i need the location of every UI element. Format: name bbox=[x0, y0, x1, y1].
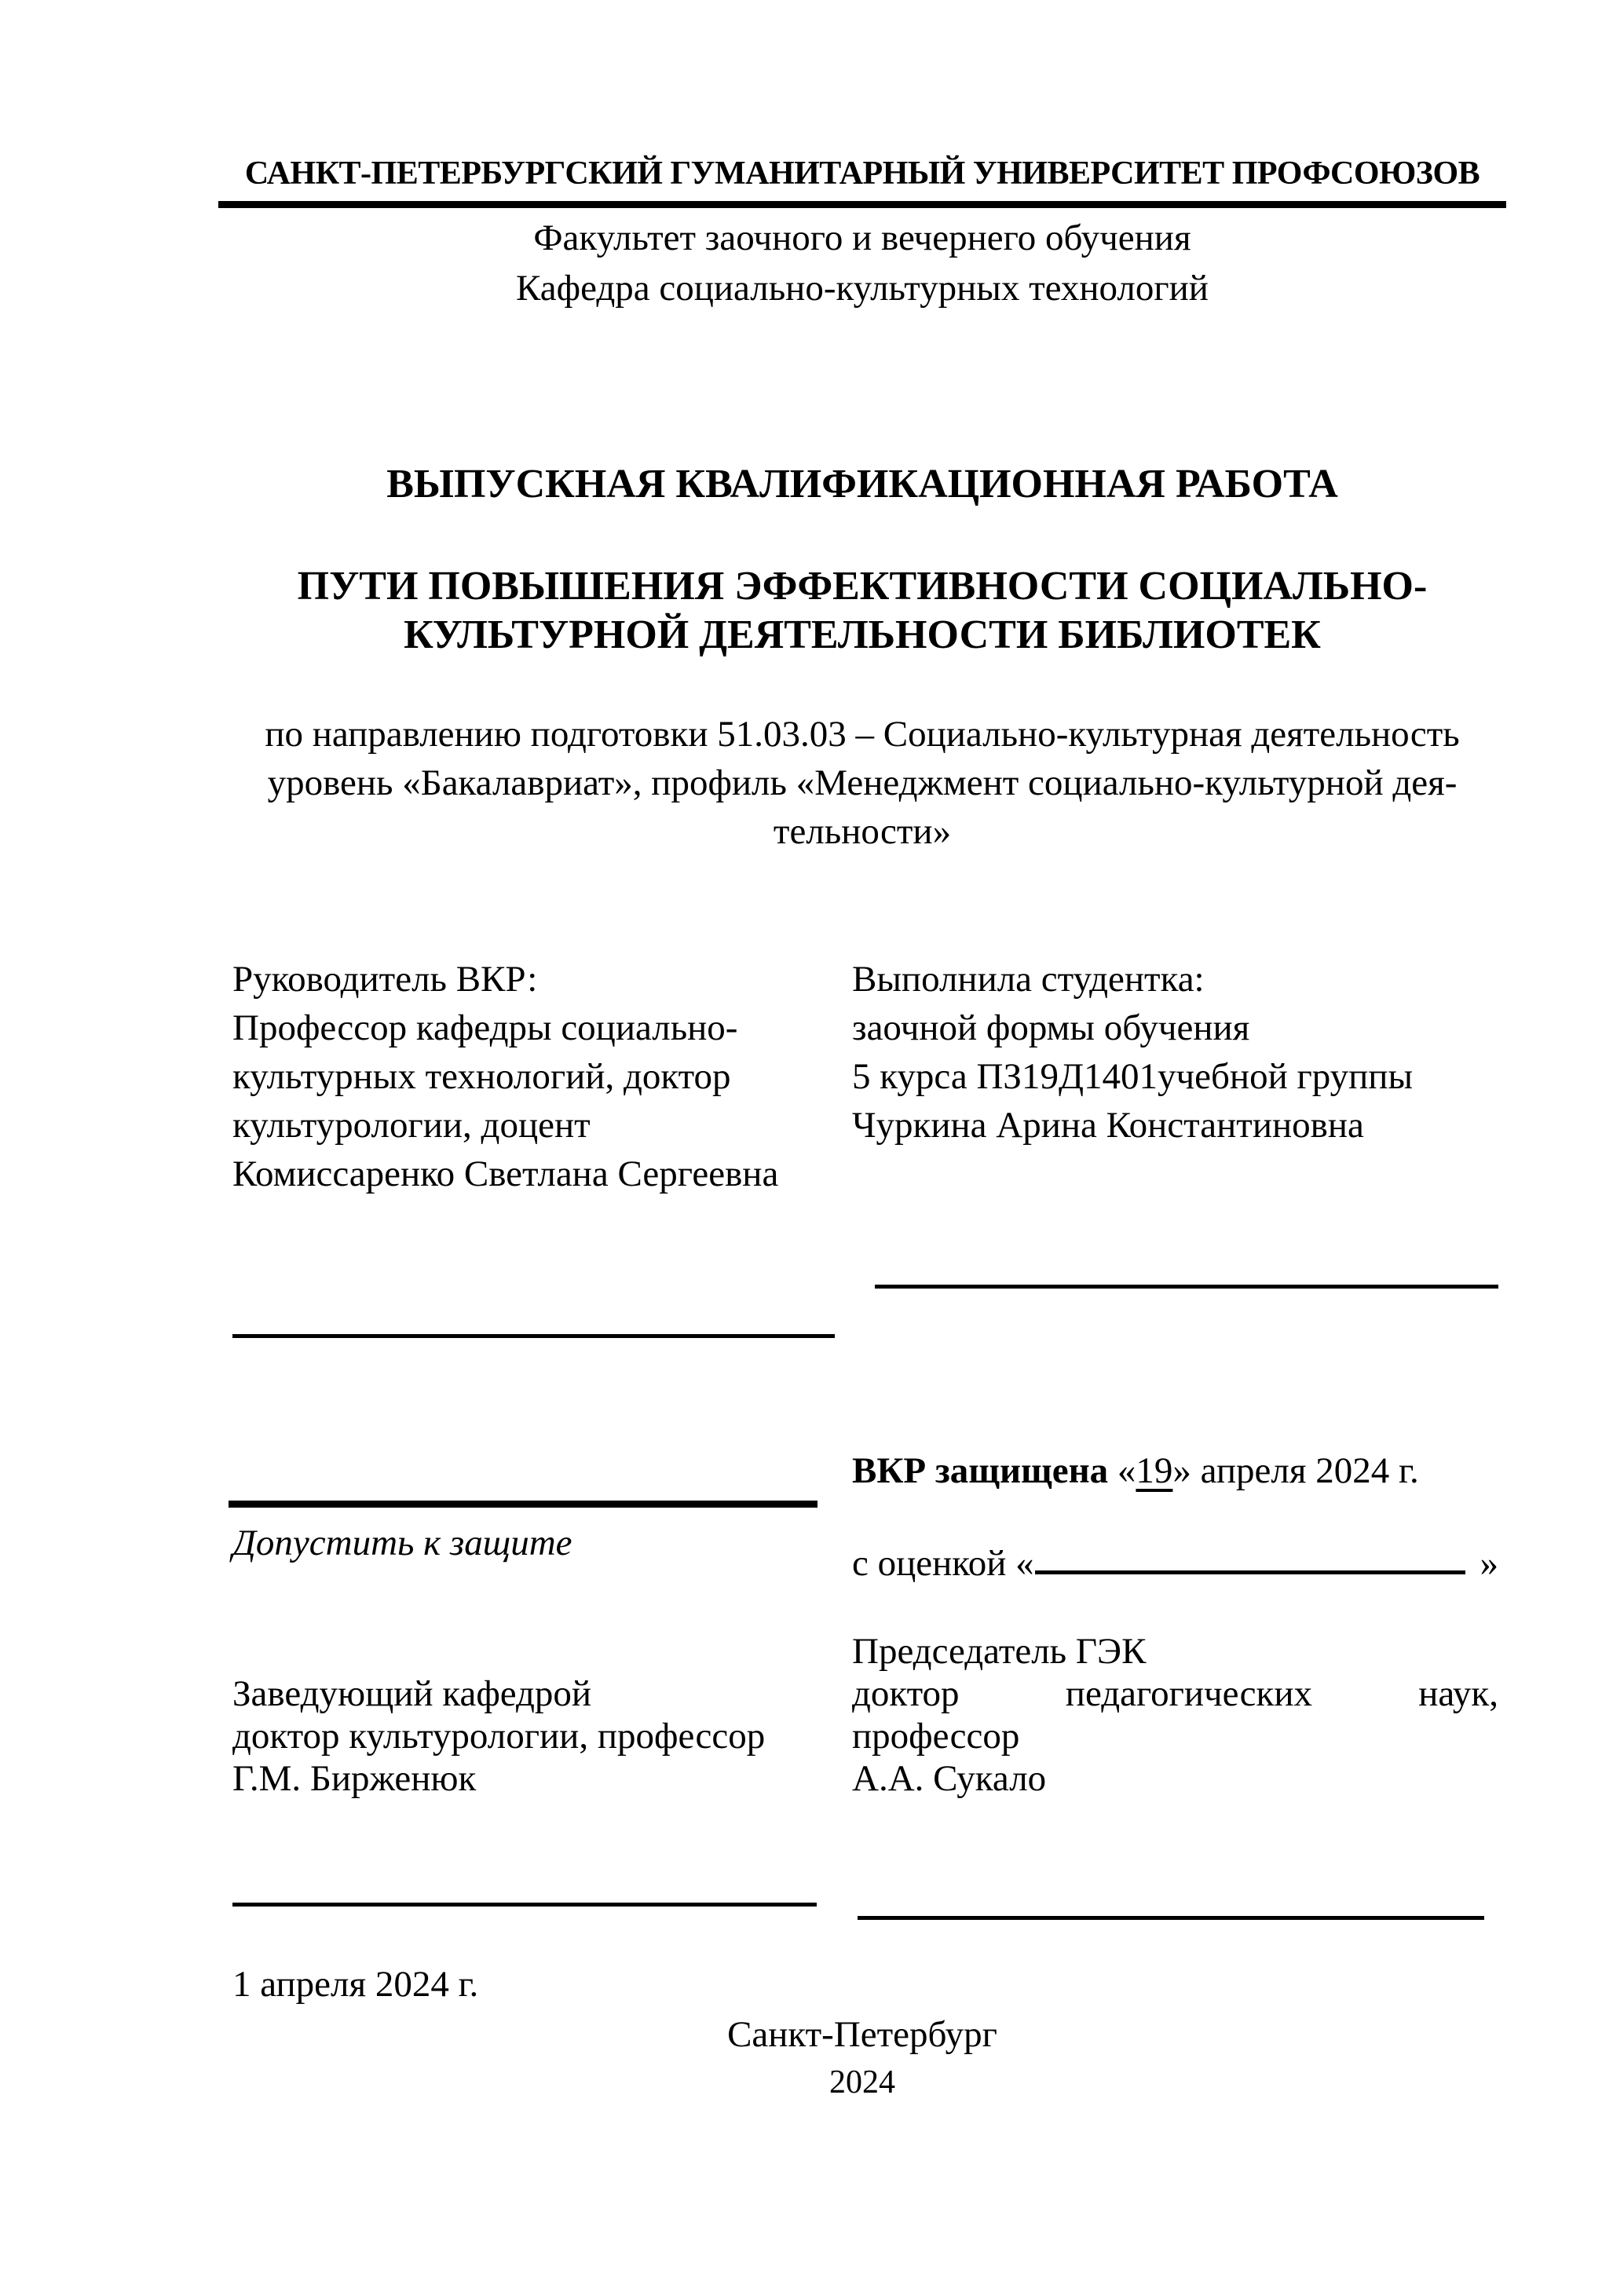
faculty-name: Факультет заочного и вечернего обучения bbox=[533, 218, 1191, 258]
thesis-title bbox=[218, 562, 1506, 660]
department-name: Кафедра социально-культурных технологий bbox=[516, 268, 1209, 309]
student-study-form: заочной формы обучения bbox=[852, 1007, 1250, 1048]
supervisor-position-line-2: культурных технологий, доктор bbox=[232, 1056, 731, 1097]
admission-rule bbox=[229, 1501, 817, 1508]
program-line-1: по направлению подготовки 51.03.03 – Социально-культурная деятельность bbox=[265, 714, 1460, 755]
supervisor-label: Руководитель ВКР: bbox=[232, 959, 538, 1000]
city-name: Санкт-Петербург bbox=[727, 2014, 997, 2055]
student-label: Выполнила студентка: bbox=[852, 959, 1205, 1000]
student-name: Чуркина Арина Константиновна bbox=[852, 1105, 1364, 1146]
university-name: САНКТ-ПЕТЕРБУРГСКИЙ ГУМАНИТАРНЫЙ УНИВЕРСИТЕТ ПРОФСОЮЗОВ bbox=[218, 154, 1506, 208]
grade-prefix: с оценкой « bbox=[852, 1543, 1034, 1584]
grade-line bbox=[852, 1539, 1498, 1588]
grade-blank-line bbox=[1035, 1570, 1465, 1574]
head-name: Г.М. Бирженюк bbox=[232, 1758, 477, 1799]
head-degree: доктор культурологии, профессор bbox=[232, 1716, 766, 1757]
chair-signature-line bbox=[858, 1916, 1484, 1920]
program-line-3: тельности» bbox=[773, 811, 952, 852]
student-group: 5 курса ПЗ19Д1401учебной группы bbox=[852, 1056, 1414, 1097]
head-signature-line bbox=[232, 1903, 817, 1907]
defended-day-open-quote: « bbox=[1108, 1450, 1136, 1491]
year-label: 2024 bbox=[829, 2064, 895, 2100]
thesis-title-line-1: ПУТИ ПОВЫШЕНИЯ ЭФФЕКТИВНОСТИ СОЦИАЛЬНО- bbox=[297, 564, 1428, 609]
head-position: Заведующий кафедрой bbox=[232, 1673, 592, 1714]
student-signature-line bbox=[875, 1285, 1498, 1289]
work-type-title: ВЫПУСКНАЯ КВАЛИФИКАЦИОННАЯ РАБОТА bbox=[386, 462, 1338, 506]
chair-name: А.А. Сукало bbox=[852, 1758, 1047, 1799]
student-block bbox=[852, 955, 1500, 1150]
chair-title: Председатель ГЭК bbox=[852, 1631, 1147, 1672]
admission-label: Допустить к защите bbox=[232, 1523, 572, 1563]
defended-day-rest: » апреля 2024 г. bbox=[1172, 1450, 1419, 1491]
admission-date: 1 апреля 2024 г. bbox=[232, 1964, 479, 2005]
chair-rank: профессор bbox=[852, 1716, 1020, 1757]
program-line-2: уровень «Бакалавриат», профиль «Менеджмент социально-культурной дея- bbox=[267, 762, 1458, 803]
supervisor-position-line-3: культурологии, доцент bbox=[232, 1105, 591, 1146]
chair-degree: доктор педагогических наук, bbox=[852, 1673, 1498, 1714]
defended-label: ВКР защищена bbox=[852, 1450, 1109, 1491]
thesis-title-line-2: КУЛЬТУРНОЙ ДЕЯТЕЛЬНОСТИ БИБЛИОТЕК bbox=[404, 612, 1321, 657]
supervisor-position-line-1: Профессор кафедры социально- bbox=[232, 1007, 738, 1048]
defended-day: 19 bbox=[1136, 1450, 1173, 1491]
supervisor-signature-line bbox=[232, 1334, 835, 1338]
supervisor-block bbox=[232, 955, 853, 1198]
defense-date-line bbox=[852, 1446, 1500, 1495]
program-info bbox=[218, 710, 1506, 856]
supervisor-name: Комиссаренко Светлана Сергеевна bbox=[232, 1153, 779, 1194]
grade-close-quote: » bbox=[1480, 1543, 1498, 1584]
